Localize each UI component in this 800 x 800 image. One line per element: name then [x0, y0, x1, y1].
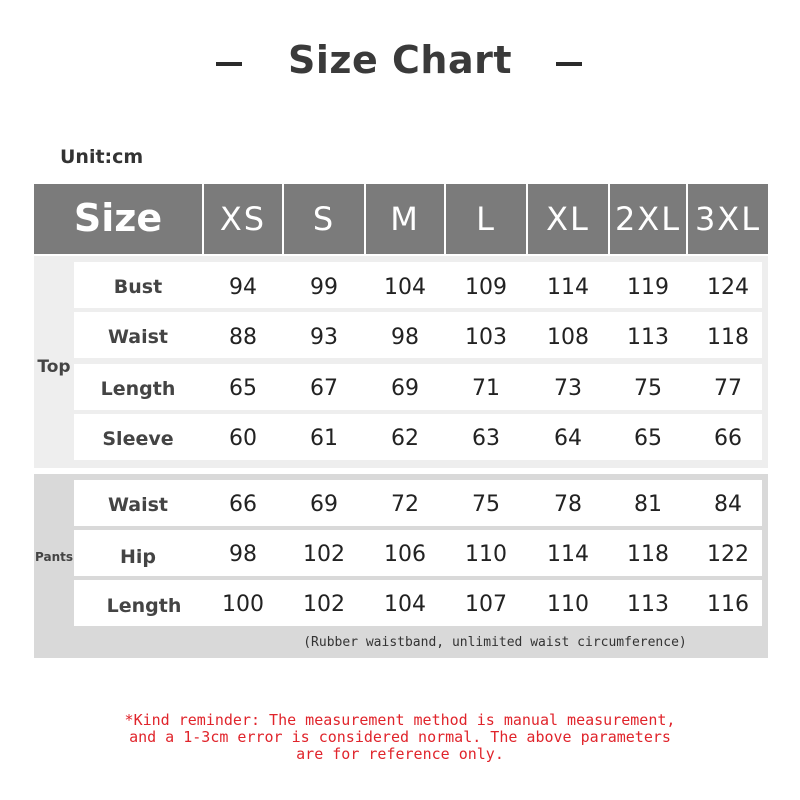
table-cell: 104 — [384, 275, 426, 300]
size-label: S — [312, 200, 336, 238]
title-block — [0, 38, 800, 88]
table-cell: 102 — [303, 542, 345, 567]
table-cell: 71 — [472, 376, 500, 401]
table-cell: 122 — [707, 542, 749, 567]
table-cell: 113 — [627, 325, 669, 350]
table-cell: 72 — [391, 492, 419, 517]
row-label-pants-waist: Waist — [107, 494, 168, 516]
row-label-bust: Bust — [113, 276, 163, 298]
table-cell: 62 — [391, 426, 419, 451]
table-cell: 69 — [310, 492, 338, 517]
header-size-m — [366, 184, 444, 254]
table-cell: 75 — [472, 492, 500, 517]
header-size-label: Size — [73, 196, 163, 240]
table-cell: 66 — [229, 492, 257, 517]
table-cell: 104 — [384, 592, 426, 617]
table-cell: 102 — [303, 592, 345, 617]
table-cell: 94 — [229, 275, 257, 300]
table-cell: 84 — [714, 492, 742, 517]
reminder-line: are for reference only. — [296, 745, 504, 763]
table-cell: 109 — [465, 275, 507, 300]
table-cell: 60 — [229, 426, 257, 451]
table-cell: 114 — [547, 542, 589, 567]
header-size-xl — [528, 184, 608, 254]
table-cell: 108 — [547, 325, 589, 350]
table-cell: 98 — [229, 542, 257, 567]
table-cell: 106 — [384, 542, 426, 567]
table-cell: 116 — [707, 592, 749, 617]
table-cell: 100 — [222, 592, 264, 617]
table-cell: 81 — [634, 492, 662, 517]
row-label-pants-length: Length — [106, 595, 182, 617]
table-cell: 110 — [465, 542, 507, 567]
header-size-2xl — [610, 184, 686, 254]
size-label: L — [476, 200, 496, 238]
header-size-s — [284, 184, 364, 254]
table-cell: 119 — [627, 275, 669, 300]
table-cell: 63 — [472, 426, 500, 451]
table-cell: 110 — [547, 592, 589, 617]
table-cell: 69 — [391, 376, 419, 401]
row-label-hip: Hip — [119, 546, 156, 568]
unit-label: Unit:cm — [60, 146, 144, 168]
table-cell: 65 — [634, 426, 662, 451]
page-title: Size Chart — [287, 38, 512, 82]
kind-reminder — [80, 712, 720, 763]
size-label: 2XL — [614, 200, 682, 238]
row-label-waist: Waist — [107, 326, 168, 348]
reminder-line: and a 1-3cm error is considered normal. The above parameters — [129, 728, 671, 746]
table-cell: 66 — [714, 426, 742, 451]
table-cell: 73 — [554, 376, 582, 401]
table-cell: 93 — [310, 325, 338, 350]
table-cell: 67 — [310, 376, 338, 401]
table-cell: 107 — [465, 592, 507, 617]
title-dash-right — [556, 62, 582, 66]
table-cell: 61 — [310, 426, 338, 451]
table-cell: 124 — [707, 275, 749, 300]
header-size-cell — [34, 184, 202, 254]
table-cell: 99 — [310, 275, 338, 300]
size-label: 3XL — [694, 200, 762, 238]
table-cell: 65 — [229, 376, 257, 401]
size-label: XL — [546, 200, 590, 238]
table-cell: 114 — [547, 275, 589, 300]
top-section-label: Top — [37, 357, 71, 377]
pants-section-label: Pants — [35, 550, 73, 564]
row-label-sleeve: Sleeve — [102, 428, 174, 450]
table-cell: 118 — [627, 542, 669, 567]
table-cell: 77 — [714, 376, 742, 401]
table-cell: 98 — [391, 325, 419, 350]
table-cell: 75 — [634, 376, 662, 401]
header-size-3xl — [688, 184, 768, 254]
table-cell: 113 — [627, 592, 669, 617]
row-label-length: Length — [100, 378, 176, 400]
reminder-line: *Kind reminder: The measurement method is manual measurement, — [124, 711, 676, 729]
table-cell: 88 — [229, 325, 257, 350]
header-size-xs — [204, 184, 282, 254]
table-cell: 103 — [465, 325, 507, 350]
size-label: XS — [219, 200, 267, 238]
waistband-note: (Rubber waistband, unlimited waist circumference) — [303, 635, 687, 650]
table-cell: 64 — [554, 426, 582, 451]
size-label: M — [390, 200, 420, 238]
table-cell: 78 — [554, 492, 582, 517]
header-size-l — [446, 184, 526, 254]
table-cell: 118 — [707, 325, 749, 350]
